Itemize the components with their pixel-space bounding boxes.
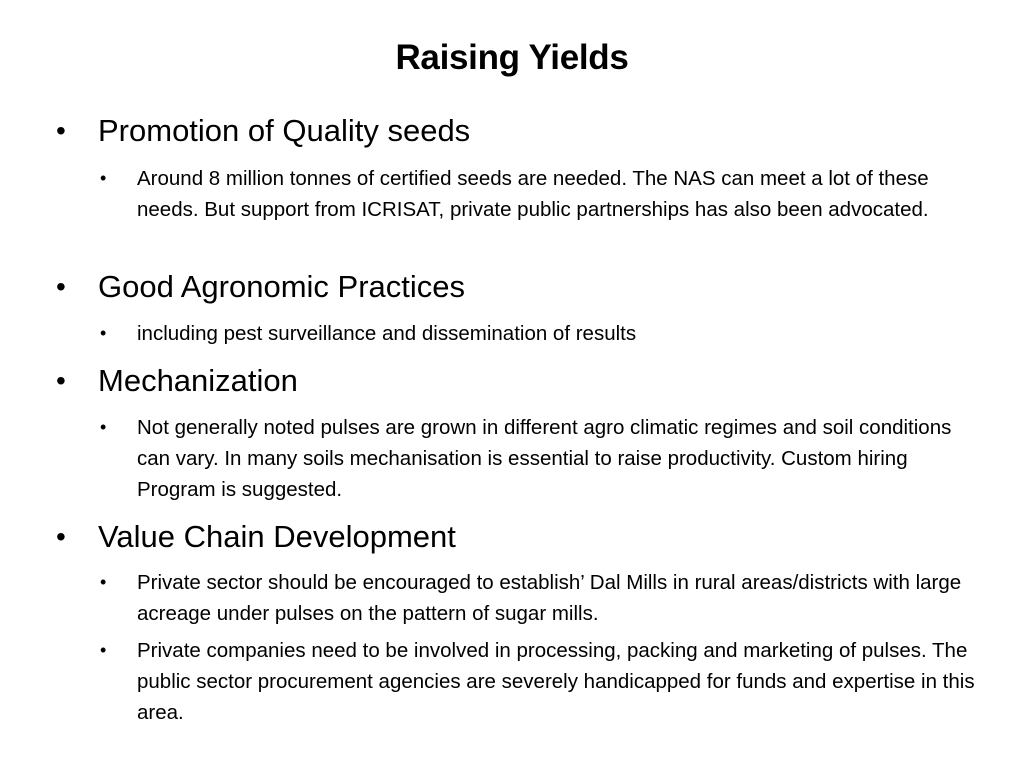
bullet-heading-mechanization [56, 361, 298, 401]
heading-text: Mechanization [98, 363, 298, 398]
bullet-heading-value-chain [56, 517, 456, 557]
sub-bullet-dal-mills [100, 567, 977, 629]
sub-bullet-text: Private companies need to be involved in processing, packing and marketing of pulses. The public sector procurement agencies are severely handicapped for funds and expertise in this area. [137, 639, 975, 724]
sub-bullet-pest-surveillance [100, 318, 977, 349]
sub-bullet-private-companies [100, 635, 977, 728]
bullet-icon: • [100, 640, 107, 660]
sub-bullet-text: including pest surveillance and dissemination of results [137, 322, 637, 345]
bullet-icon: • [100, 572, 107, 592]
sub-bullet-text: Not generally noted pulses are grown in different agro climatic regimes and soil conditions can vary. In many soils mechanisation is essential to raise productivity. Custom hiring Program is suggested. [137, 416, 952, 501]
sub-bullet-certified-seeds [100, 163, 977, 225]
sub-bullet-text: Private sector should be encouraged to establish’ Dal Mills in rural areas/districts with large acreage under pulses on the pattern of sugar mills. [137, 571, 962, 625]
slide-title: Raising Yields [395, 38, 629, 77]
bullet-icon: • [56, 521, 66, 552]
heading-text: Promotion of Quality seeds [98, 113, 471, 148]
sub-bullet-mechanisation [100, 412, 977, 505]
heading-text: Value Chain Development [98, 519, 456, 554]
bullet-icon: • [56, 271, 66, 302]
bullet-icon: • [100, 323, 107, 343]
bullet-icon: • [56, 115, 66, 146]
bullet-icon: • [100, 168, 107, 188]
bullet-icon: • [100, 417, 107, 437]
heading-text: Good Agronomic Practices [98, 269, 466, 304]
bullet-icon: • [56, 365, 66, 396]
bullet-heading-quality-seeds [56, 111, 471, 151]
sub-bullet-text: Around 8 million tonnes of certified seeds are needed. The NAS can meet a lot of these needs. But support from ICRISAT, private public partnerships has also been advocated. [137, 167, 929, 221]
bullet-heading-agronomic-practices [56, 267, 466, 307]
